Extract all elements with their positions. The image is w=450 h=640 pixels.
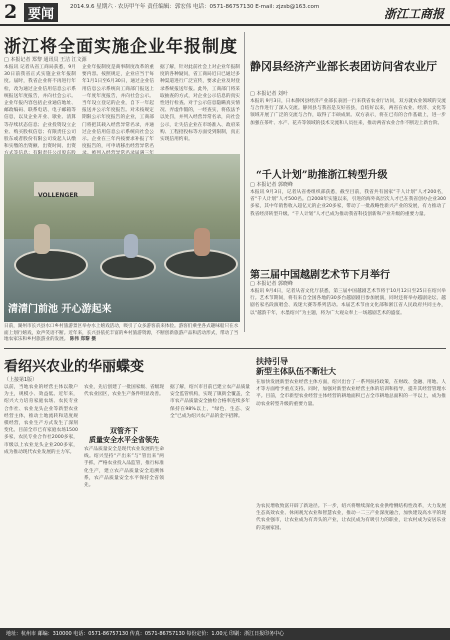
- section-label: 要闻: [24, 3, 58, 22]
- lower-byline: （上接第1版）: [4, 377, 38, 383]
- news-photo: [4, 154, 240, 322]
- story1-byline: □ 本报记者 刘叶: [250, 91, 288, 97]
- person-1: [34, 224, 50, 254]
- boat-1: [14, 249, 88, 281]
- story2-byline: □ 本报记者 郭晓峰: [250, 182, 293, 188]
- lower-column-2-text: 农业，先后创建了一批国家级、省级现代农业园区，农业生产条件明显改善。: [84, 385, 164, 398]
- lower-subhead: 双管齐下 质量安全水平全省领先: [89, 426, 159, 444]
- lead-column-3: 据了解，针对此前社会上对企业年报制度的各种疑问，省工商局近日已通过多种渠道进行广泛宣传，要求企业及时登录系统报送年报。此外，工商部门将采取抽查的方式，对企业公示信息的真实性进行检查。对于公示信息隐瞒真实情况、弄虚作假的，一经查实，将依法予以处罚，并列入经营异常名录，向社会公示，让失信企业在市场准入、政府采购、工程招投标等方面受到限制，真正实现信用约束。: [160, 65, 240, 143]
- lower-right-block: [256, 356, 446, 624]
- banner: [34, 182, 94, 199]
- lower-headline: 看绍兴农业的华丽蝶变: [4, 359, 144, 375]
- photo-caption: [4, 324, 240, 344]
- story1-body: 本报讯 9月3日，日本静冈县经济产业部长表团一行来我省农业厅访问，双方就农业领域的交流与合作进行了深入交流。静冈县与我省是友好省县，自结好以来，两省在农业、经济、文化等领域开展了广泛的交流与合作，取得了丰硕成果。双方表示，将在已有的合作基础上，进一步加强在茶叶、水产、花卉等领域的技术交流和人员往来，推动两省农业合作不断迈上新台阶。: [250, 99, 446, 126]
- lower-column-1: 以前，当地农业的经营主体以散户为主，规模小、效益低。近年来，绍兴大力培育家庭农场、农民专业合作社、农业龙头企业等新型农业经营主体，推动土地流转和适度规模经营，农业生产方式发生了深刻变化。目前全市已有家庭农场1500多家，农民专业合作社2000多家，市级以上农业龙头企业200多家，成为推动现代农业发展的主力军。: [4, 385, 78, 455]
- lower-column-2: [84, 384, 164, 624]
- lead-headline: 浙江将全面实施企业年报制度: [4, 37, 238, 57]
- lower-right-column: 为农民增收致富开辟了新途径。下一步，绍兴将继续深化农业供给侧结构性改革，大力发展生态高效农业、休闲观光农业和智慧农业，推动一二三产业深度融合，加快建设高水平的现代农业强市，让农业成为有奔头的产业，让农民成为有吸引力的职业，让农村成为安居乐业的美丽家园。: [256, 504, 446, 531]
- lead-column-1: 本报讯 记者从省工商局获悉，9月30日前我省正式实施企业年报制度。届时，我省企业将不再进行年检，改为通过企业信用信息公示系统报送年度报告，并向社会公示。企业年报内容包括企业通信地址、邮政编码、联系电话、电子邮箱等信息，以及企业开业、歇业、清算等存续状态信息；企业投资设立企业、购买股权信息；有限责任公司股东或者股份有限公司发起人认缴和实缴的出资额、出资时间、出资: [4, 65, 76, 150]
- person-3: [194, 228, 210, 256]
- story2-body: 本报讯 9月3日，记者从省委组织部获悉，截至目前，我省共有国家“千人计划”人才200名，省“千人计划”人才500名。自2008年实施以来，引进的海外高层次人才已在我省创办企业300多家，其中年销售收入超亿元的企业20多家，带动了一批战略性新兴产业的发展，有力推动了我省经济转型升级。“千人计划”人才已成为推动我省科技创新和产业升级的重要力量。: [250, 190, 446, 217]
- photo-title: 清清门前池 开心游起来: [8, 304, 112, 315]
- lower-column-3: 据了解，绍兴市目前已建立农产品质量安全监管机构，实现了镇街全覆盖，全市农产品质量安全抽检合格率连续多年保持在98%以上，“绿色、生态、安全”已成为绍兴农产品的金字招牌。: [170, 385, 250, 419]
- banner-text: VOLLENGER: [38, 192, 79, 199]
- story1-headline: 静冈县经济产业部长表团访问省农业厅: [250, 60, 437, 73]
- column-divider: [244, 32, 245, 332]
- lower-right-body: 在加快发展新型农业经营主体方面，绍兴出台了一系列扶持政策，在财政、金融、用地、人才等方面给予重点支持。同时，加强对新型农业经营主体的培训和指导，提升其经营管理水平。目前，全市新型农业经营主体经营的耕地面积已占全市耕地总面积的一半以上，成为推动农业转型升级的重要力量。: [256, 380, 446, 407]
- page-number: 2: [4, 1, 18, 23]
- story3-byline: □ 本报记者 郭晓峰: [250, 281, 293, 287]
- masthead: [0, 0, 450, 26]
- section-rule: [4, 348, 446, 349]
- person-2: [124, 234, 138, 258]
- footer-text: 地址：杭州市 邮编：310000 电话：0571-86757130 传真：0571-86757130 每份定价：1.00元 印刷：浙江日报印务中心: [6, 631, 285, 637]
- photo-credit: 陈伟 郑黎 摄: [69, 337, 96, 342]
- page-meta: 2014.9.6 星期六 · 农历甲午年 责任编辑：郭宏伟 电话：0571-86757130 E-mail: zjzsb@163.com: [70, 4, 320, 10]
- photo-caption-text: 日前，湖州市长兴县水口乡村旅游景区举办水上嬉戏活动，吸引了众多游客前来体验。游客们乘坐各式趣味船只在水面上划行嬉戏，欢声笑语不断。近年来，长兴县依托丰富的乡村旅游资源，不断创新旅游产品和活动形式，带动了当地农家乐和乡村旅游业的发展。: [4, 324, 239, 342]
- lead-byline: □ 本报记者 郑黎 通讯员 王洁 江文源: [4, 57, 87, 63]
- story3-body: 本报讯 9月4日，记者从省文化厅获悉，第三届中国越剧艺术节将于10月12日至25日在绍兴举行。艺术节期间，将有来自全国各地的30多台越剧剧目参加展演，同时还将举办越剧论坛、越剧名家名段演唱会、戏迷大赛等系列活动。本届艺术节由文化部和浙江省人民政府共同主办，以“越韵千年，水墨绍兴”为主题，将为广大观众奉上一场越剧艺术的盛宴。: [250, 289, 446, 316]
- story2-headline: “千人计划”助推浙江转型升级: [256, 170, 388, 181]
- lower-right-subhead: 扶持引导 新型主体队伍不断壮大: [256, 356, 336, 376]
- story3-headline: 第三届中国越剧艺术节下月举行: [250, 270, 390, 281]
- lead-column-2: 企业年报制度是商事制度改革的重要内容。按照规定，企业应当于每年1月1日至6月30日，通过企业信用信息公示系统向工商部门报送上一年度年度报告，并向社会公示。当年设立登记的企业，自下一年起报送并公示年度报告。对未按规定期限公示年度报告的企业，工商部门将把其载入经营异常名录，并通过企业信用信息公示系统向社会公示。企业在三年内按要求补报了年度报告的，可申请移出经营异常名: [82, 65, 154, 150]
- newspaper-logo: 浙江工商报: [383, 7, 444, 21]
- footer-bar: [0, 628, 450, 640]
- lower-column-2-tail: 农产品质量安全是现代农业发展的生命线。绍兴坚持“产出来”与“管出来”两手抓，严格农业投入品监管，推行标准化生产，建立农产品质量安全追溯体系，农产品质量安全水平保持全省领先。: [84, 447, 164, 489]
